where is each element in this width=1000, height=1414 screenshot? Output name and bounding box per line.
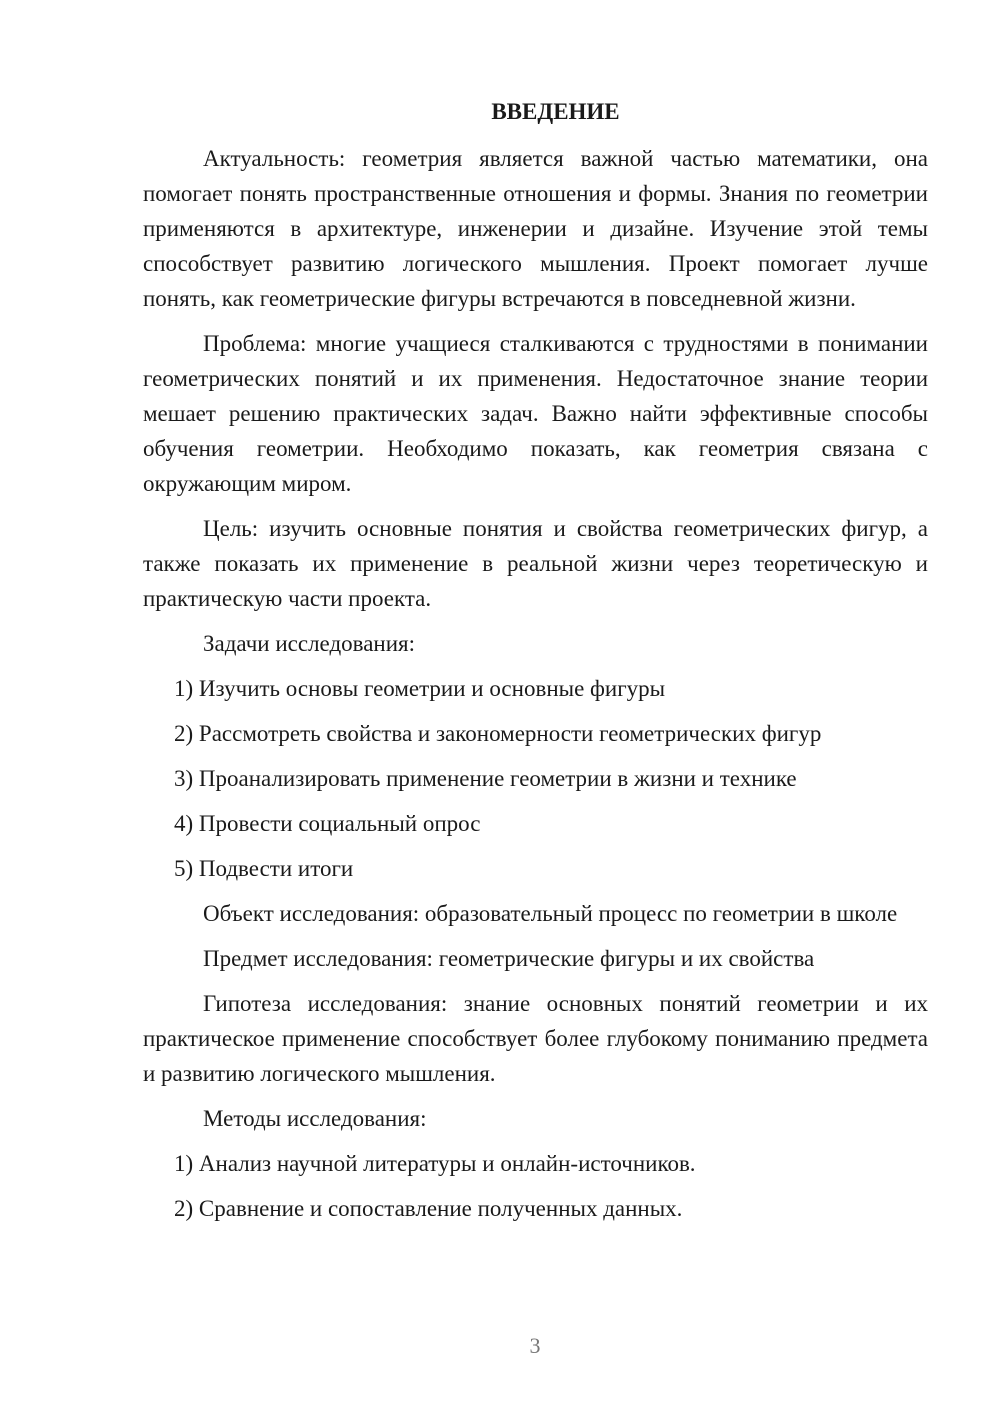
task-item: 1) Изучить основы геометрии и основные фигуры [174, 676, 666, 701]
task-item: 3) Проанализировать применение геометрии в жизни и технике [174, 766, 797, 791]
hypothesis-paragraph: Гипотеза исследования: знание основных понятий геометрии и их практическое применение способствует более глубокому пониманию предмета и развитию логического мышления. [143, 991, 928, 1086]
goal-paragraph: Цель: изучить основные понятия и свойства геометрических фигур, а также показать их применение в реальной жизни через теоретическую и практическую части проекта. [143, 516, 928, 611]
page-number: 3 [529, 1333, 541, 1358]
subject-paragraph: Предмет исследования: геометрические фигуры и их свойства [203, 946, 815, 971]
method-item: 2) Сравнение и сопоставление полученных данных. [174, 1196, 683, 1221]
method-item: 1) Анализ научной литературы и онлайн-источников. [174, 1151, 696, 1176]
task-item: 5) Подвести итоги [174, 856, 354, 881]
task-item: 2) Рассмотреть свойства и закономерности геометрических фигур [174, 721, 822, 746]
relevance-paragraph: Актуальность: геометрия является важной частью математики, она помогает понять пространственные отношения и формы. Знания по геометрии применяются в архитектуре, инженерии и дизайне. Изучение этой темы способствует развитию логического мышления. Проект помогает лучше понять, как геометрические фигуры встречаются в повседневной жизни. [143, 146, 928, 311]
tasks-heading: Задачи исследования: [203, 631, 416, 656]
object-paragraph: Объект исследования: образовательный процесс по геометрии в школе [203, 901, 898, 926]
problem-paragraph: Проблема: многие учащиеся сталкиваются с трудностями в понимании геометрических понятий и их применения. Недостаточное знание теории мешает решению практических задач. Важно найти эффективные способы обучения геометрии. Необходимо показать, как геометрия связана с окружающим миром. [143, 331, 928, 496]
methods-heading: Методы исследования: [203, 1106, 427, 1131]
section-title: ВВЕДЕНИЕ [491, 99, 620, 124]
task-item: 4) Провести социальный опрос [174, 811, 481, 836]
page-content [143, 94, 928, 1236]
